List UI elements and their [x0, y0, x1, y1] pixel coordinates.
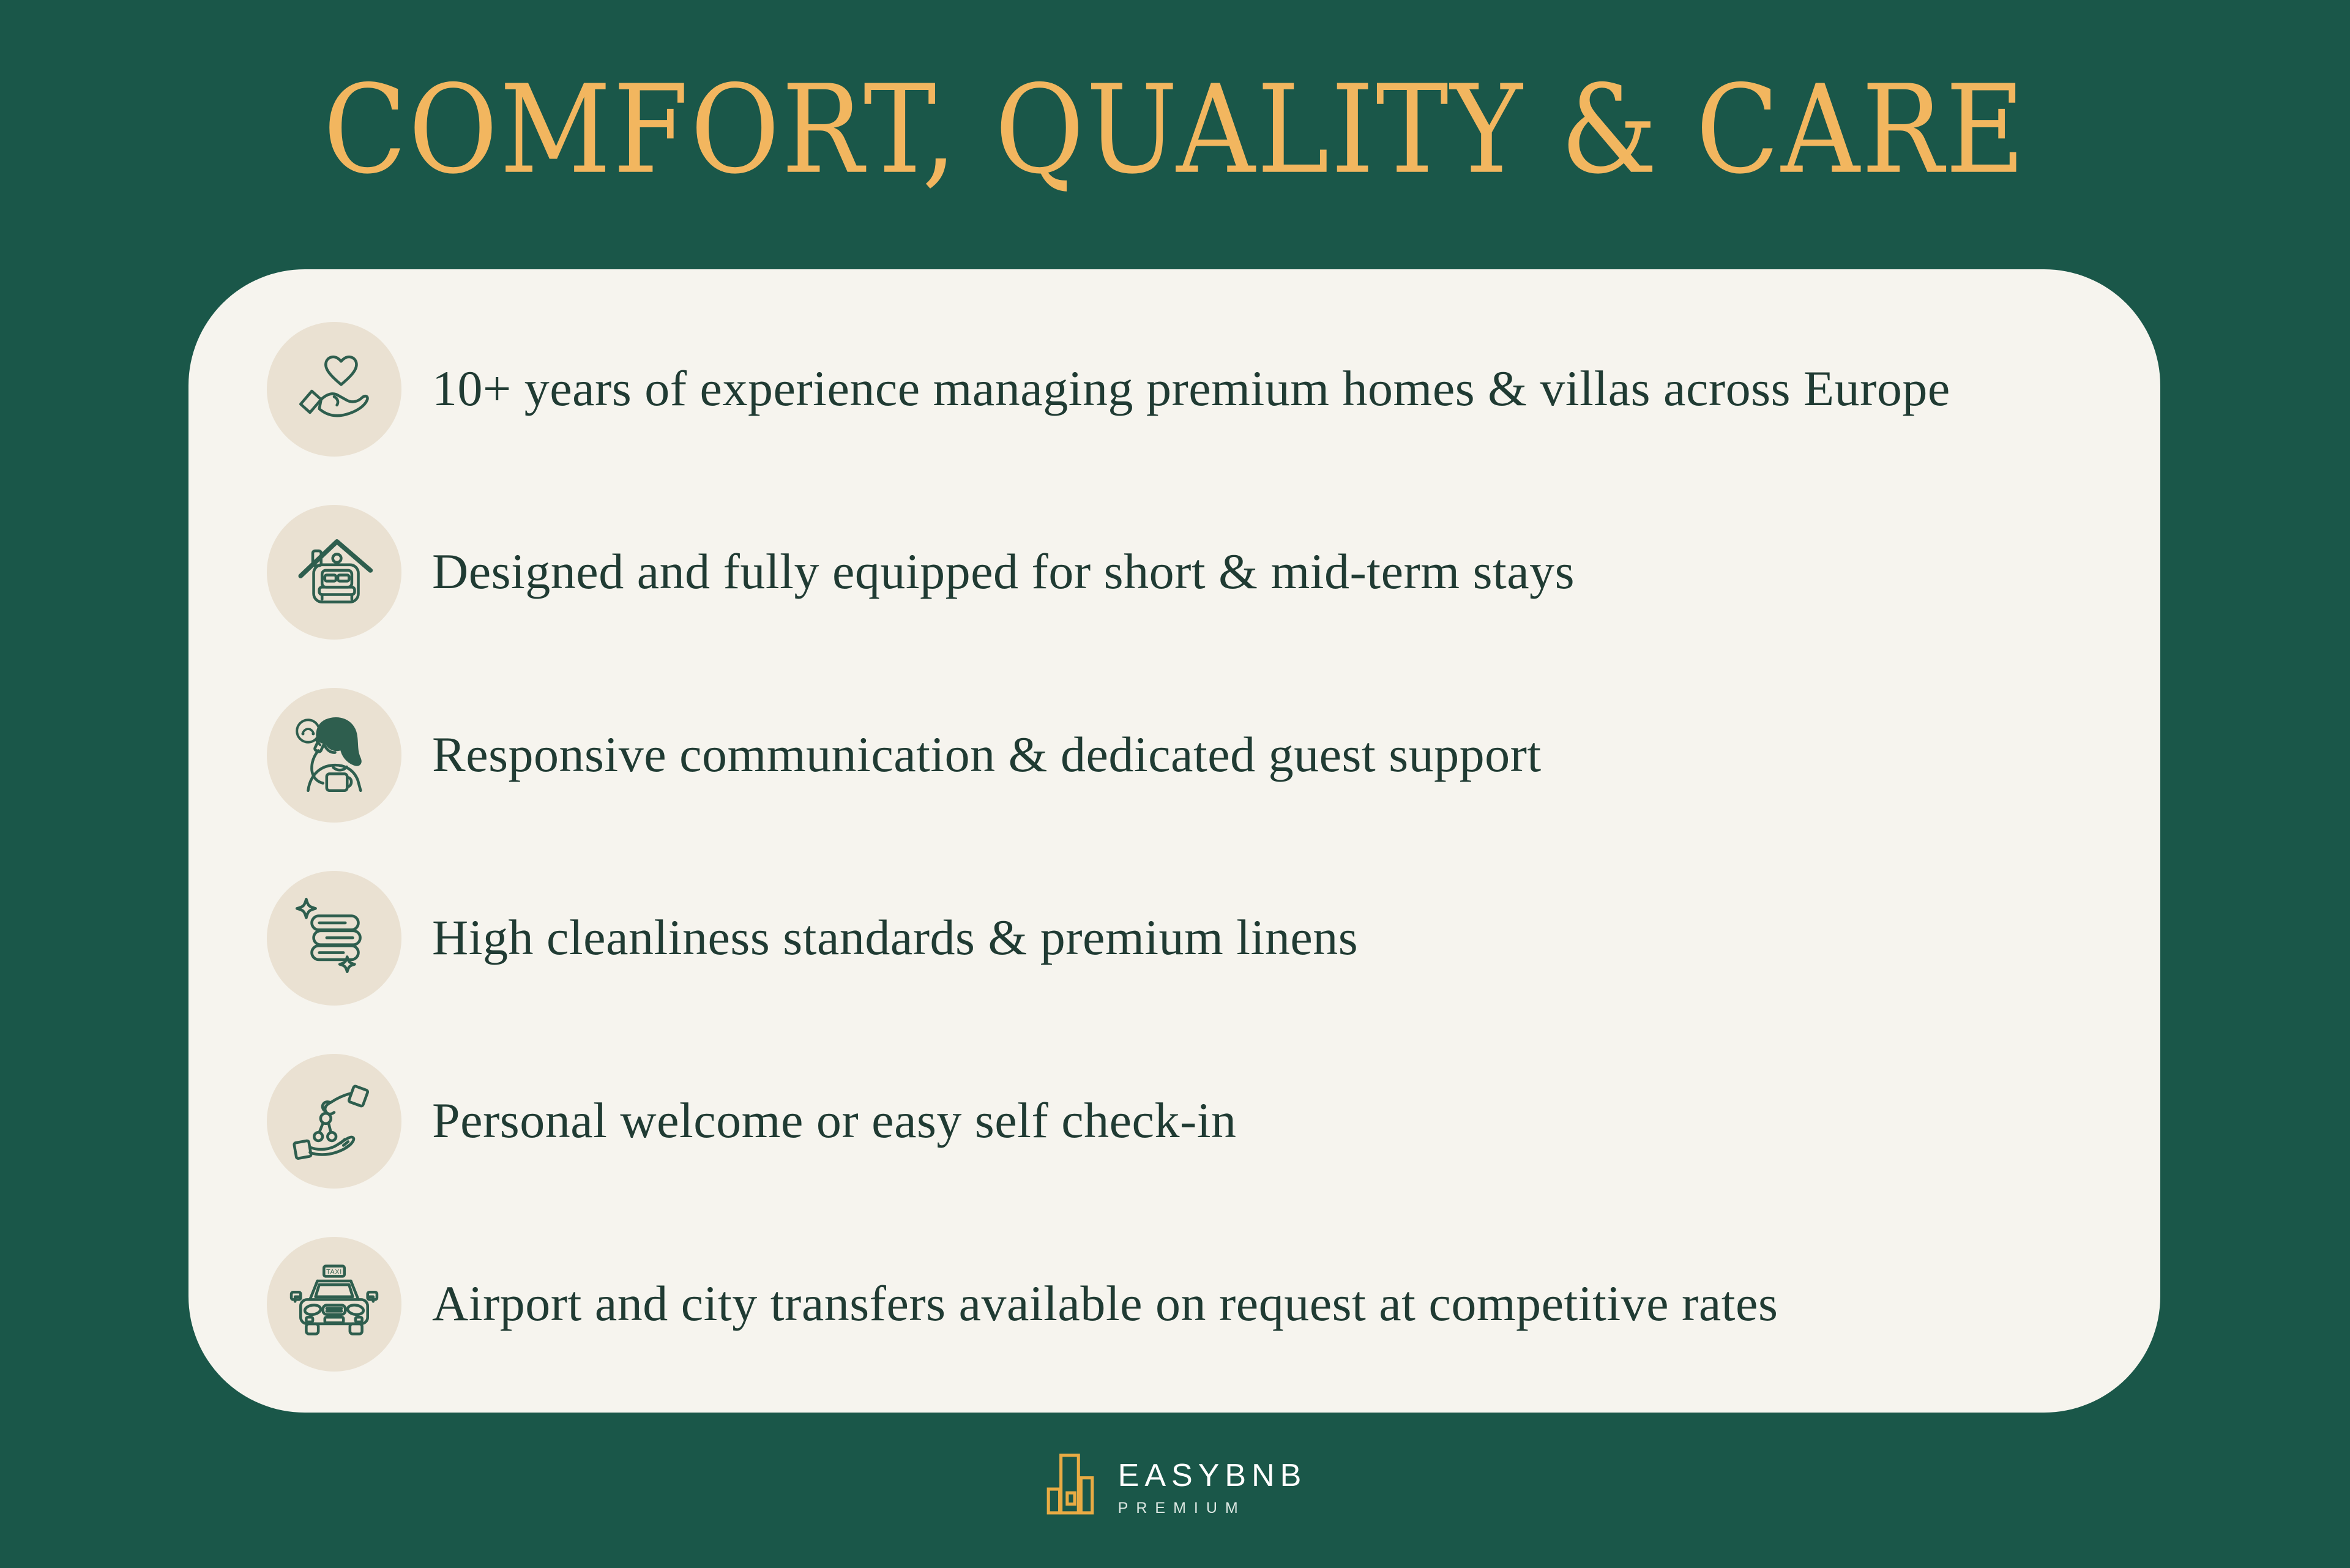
- feature-icon-circle: [267, 688, 401, 823]
- feature-text: 10+ years of experience managing premium homes & villas across Europe: [432, 360, 1950, 417]
- feature-item-transfers: [267, 1212, 2093, 1395]
- page-title: [0, 59, 2350, 201]
- taxi-sign-label: TAXI: [326, 1268, 342, 1276]
- feature-item-experience: [267, 297, 2093, 480]
- house-bed-icon: [288, 526, 381, 619]
- feature-text: Responsive communication & dedicated guest support: [432, 726, 1542, 783]
- feature-icon-circle: [267, 871, 401, 1006]
- feature-item-equipped: [267, 480, 2093, 663]
- feature-icon-circle: [267, 1237, 401, 1372]
- feature-item-support: [267, 663, 2093, 846]
- buildings-icon: [1043, 1452, 1100, 1523]
- feature-icon-circle: [267, 322, 401, 457]
- taxi-icon: [288, 1258, 381, 1351]
- brand-name: EASYBNB: [1117, 1458, 1307, 1493]
- brand-footer: [0, 1452, 2350, 1523]
- feature-text: High cleanliness standards & premium linens: [432, 909, 1359, 966]
- feature-text: Airport and city transfers available on request at competitive rates: [432, 1275, 1778, 1332]
- feature-text: Personal welcome or easy self check-in: [432, 1092, 1237, 1149]
- feature-text: Designed and fully equipped for short & mid-term stays: [432, 543, 1575, 600]
- folded-linens-icon: [288, 892, 381, 985]
- feature-item-checkin: [267, 1029, 2093, 1212]
- key-handover-icon: [288, 1075, 381, 1168]
- feature-icon-circle: [267, 505, 401, 640]
- brand-lockup: [1118, 1457, 1307, 1517]
- feature-icon-circle: [267, 1054, 401, 1189]
- brand-tagline: PREMIUM: [1117, 1499, 1246, 1517]
- feature-item-cleanliness: [267, 846, 2093, 1029]
- features-card: [188, 269, 2160, 1413]
- support-agent-icon: [288, 709, 381, 802]
- page-title-text: COMFORT, QUALITY & CARE: [323, 59, 2027, 201]
- heart-in-hand-icon: [288, 343, 381, 436]
